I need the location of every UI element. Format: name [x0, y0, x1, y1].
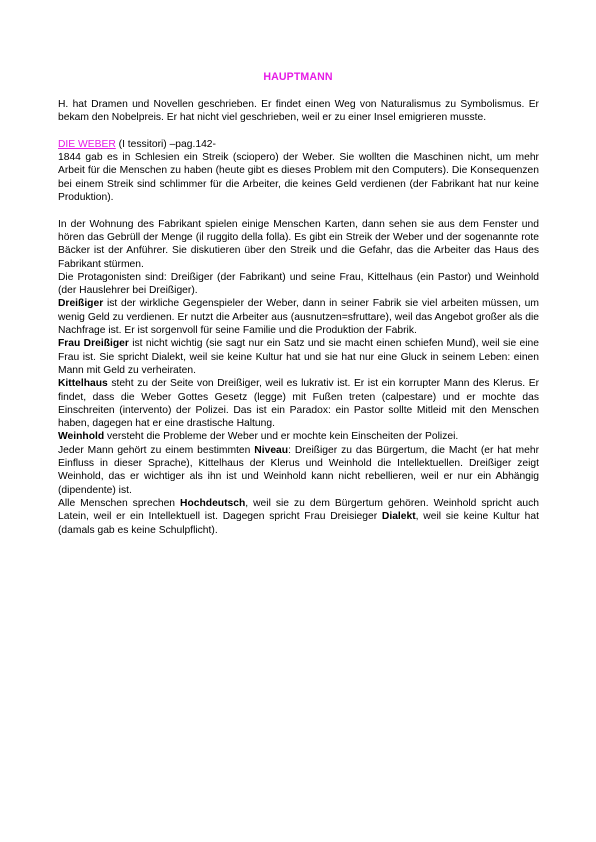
- weinhold-text: versteht die Probleme der Weber und er mochte kein Einscheiten der Polizei.: [104, 431, 459, 443]
- sprache-paragraph: [58, 497, 539, 537]
- work-heading-line: [58, 138, 539, 151]
- kittelhaus-paragraph: [58, 377, 539, 430]
- paragraph-spacer: [58, 125, 539, 138]
- plot-paragraph-2: In der Wohnung des Fabrikant spielen einige Menschen Karten, dann sehen sie aus dem Fenster und hören das Gebrüll der Menge (il ruggito della folla). Es gibt ein Streik der Weber und der sogenannte rote Bäcker ist der Anführer. Sie diskutieren über den Streik und die Gefahr, das die Arbeiter das Haus des Fabrikant stürmen.: [58, 218, 539, 270]
- plot-paragraph-1: 1844 gab es in Schlesien ein Streik (sciopero) der Weber. Sie wollten die Maschinen nicht, um mehr Arbeit für die Menschen zu haben (heute gibt es dieses Problem mit den Computers). Die Konsequenzen bei einem Streik sind schlimmer für die Arbeiter, die keines Geld verdienen (der Fabrikant hat nur keine Produktion).: [58, 152, 539, 204]
- document-body: [58, 98, 539, 537]
- dialekt-term: Dialekt: [381, 511, 416, 523]
- paragraph-spacer: [58, 204, 539, 217]
- dreissiger-text: ist der wirkliche Gegenspieler der Weber, dann in seiner Fabrik sie viel arbeiten müssen, um wenig Geld zu verdienen. Er nutzt die Arbeiter aus (ausnutzen=sfruttare), weil das Angebot großer als die Nachfrage ist. Er ist sorgenvoll für seine Familie und die Produktion der Fabrik.: [58, 298, 539, 337]
- weinhold-name: Weinhold: [58, 431, 105, 443]
- niveau-term: Niveau: [254, 444, 289, 456]
- work-subtitle: (I tessitori) –pag.142-: [115, 138, 216, 150]
- work-title-link[interactable]: DIE WEBER: [58, 138, 116, 150]
- frau-name: Frau Dreißiger: [58, 338, 129, 350]
- frau-text: ist nicht wichtig (sie sagt nur ein Satz und sie macht einen schiefen Mund), weil sie eine Frau ist. Sie spricht Dialekt, weil sie keine Kultur hat und sie hat nur eine Gluck in seinem Leben: einen Mann mit Geld zu verheiraten.: [58, 338, 539, 376]
- niveau-text-after: : Dreißiger zu das Bürgertum, die Macht (er hat mehr Einfluss in dieser Sprache), Kittelhaus der Klerus und Weinhold die Intellektuellen. Dreißiger zeigt Weinhold, das er wichtiger als ihn ist und Weinhold kann nicht rebellieren, weil er nur ein Abhängig (dipendente) ist.: [58, 444, 539, 496]
- sprache-text-before: Alle Menschen sprechen: [58, 497, 181, 509]
- protagonists-paragraph: Die Protagonisten sind: Dreißiger (der Fabrikant) und seine Frau, Kittelhaus (ein Pastor) und Weinhold (der Hauslehrer bei Dreißiger).: [58, 271, 539, 297]
- kittelhaus-text: steht zu der Seite von Dreißiger, weil es lukrativ ist. Er ist ein korrupter Mann des Klerus. Er findet, dass die Weber Gottes Gesetz (legge) mit Fußen treten (calpestare) und er mochte das Einschreiten (intervento) der Polizei. Das ist ein Paradox: ein Pastor sollte Mitleid mit den Menschen haben, dagegen hat er eine drastische Haltung.: [58, 378, 539, 430]
- document-title: HAUPTMANN: [263, 71, 333, 83]
- sprache-text-middle: , weil sie zu dem Bürgertum gehören. Weinhold spricht auch Latein, weil er ein Intellektuell ist. Dagegen spricht Frau Dreisieger: [58, 497, 539, 523]
- hochdeutsch-term: Hochdeutsch: [180, 497, 246, 509]
- frau-paragraph: [58, 337, 539, 377]
- intro-paragraph: H. hat Dramen und Novellen geschrieben. Er findet einen Weg von Naturalismus zu Symbolismus. Er bekam den Nobelpreis. Er hat nicht viel geschrieben, weil er zu einer Insel emigrieren musste.: [58, 99, 539, 124]
- kittelhaus-name: Kittelhaus: [58, 378, 108, 390]
- dreissiger-paragraph: [58, 297, 539, 337]
- weinhold-paragraph: [58, 430, 539, 443]
- niveau-text-before: Jeder Mann gehört zu einem bestimmten: [58, 444, 255, 456]
- niveau-paragraph: [58, 444, 539, 497]
- sprache-text-after: , weil sie keine Kultur hat (damals gab es keine Schulpflicht).: [58, 511, 539, 536]
- dreissiger-name: Dreißiger: [58, 298, 104, 310]
